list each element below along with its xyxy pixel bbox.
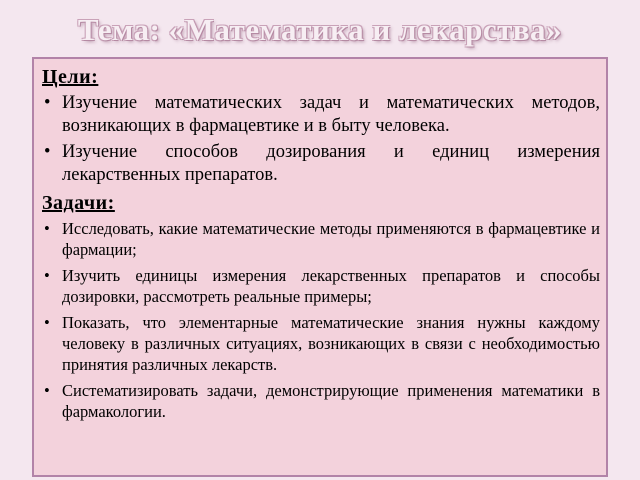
goal-item: • Изучение способов дозирования и единиц измерения лекарственных препаратов. [42, 141, 600, 187]
task-item: • Изучить единицы измерения лекарственных препаратов и способы дозировки, рассмотреть реальные примеры; [42, 265, 600, 307]
tasks-heading: Задачи: [42, 192, 115, 214]
task-item: • Показать, что элементарные математические знания нужны каждому человеку в различных ситуациях, возникающих в связи с необходимостью принятия различных лекарств. [42, 312, 600, 375]
task-item: • Систематизировать задачи, демонстрирующие применения математики в фармакологии. [42, 380, 600, 422]
goals-list [42, 92, 600, 187]
content-box [32, 57, 608, 477]
task-item: • Исследовать, какие математические методы применяются в фармацевтике и фармации; [42, 218, 600, 260]
goals-heading: Цели: [42, 66, 99, 88]
tasks-list [42, 218, 600, 422]
slide-title: Тема: «Математика и лекарства» [77, 12, 563, 47]
goal-item: • Изучение математических задач и математических методов, возникающих в фармацевтике и в быту человека. [42, 92, 600, 138]
title-band [30, 6, 610, 54]
